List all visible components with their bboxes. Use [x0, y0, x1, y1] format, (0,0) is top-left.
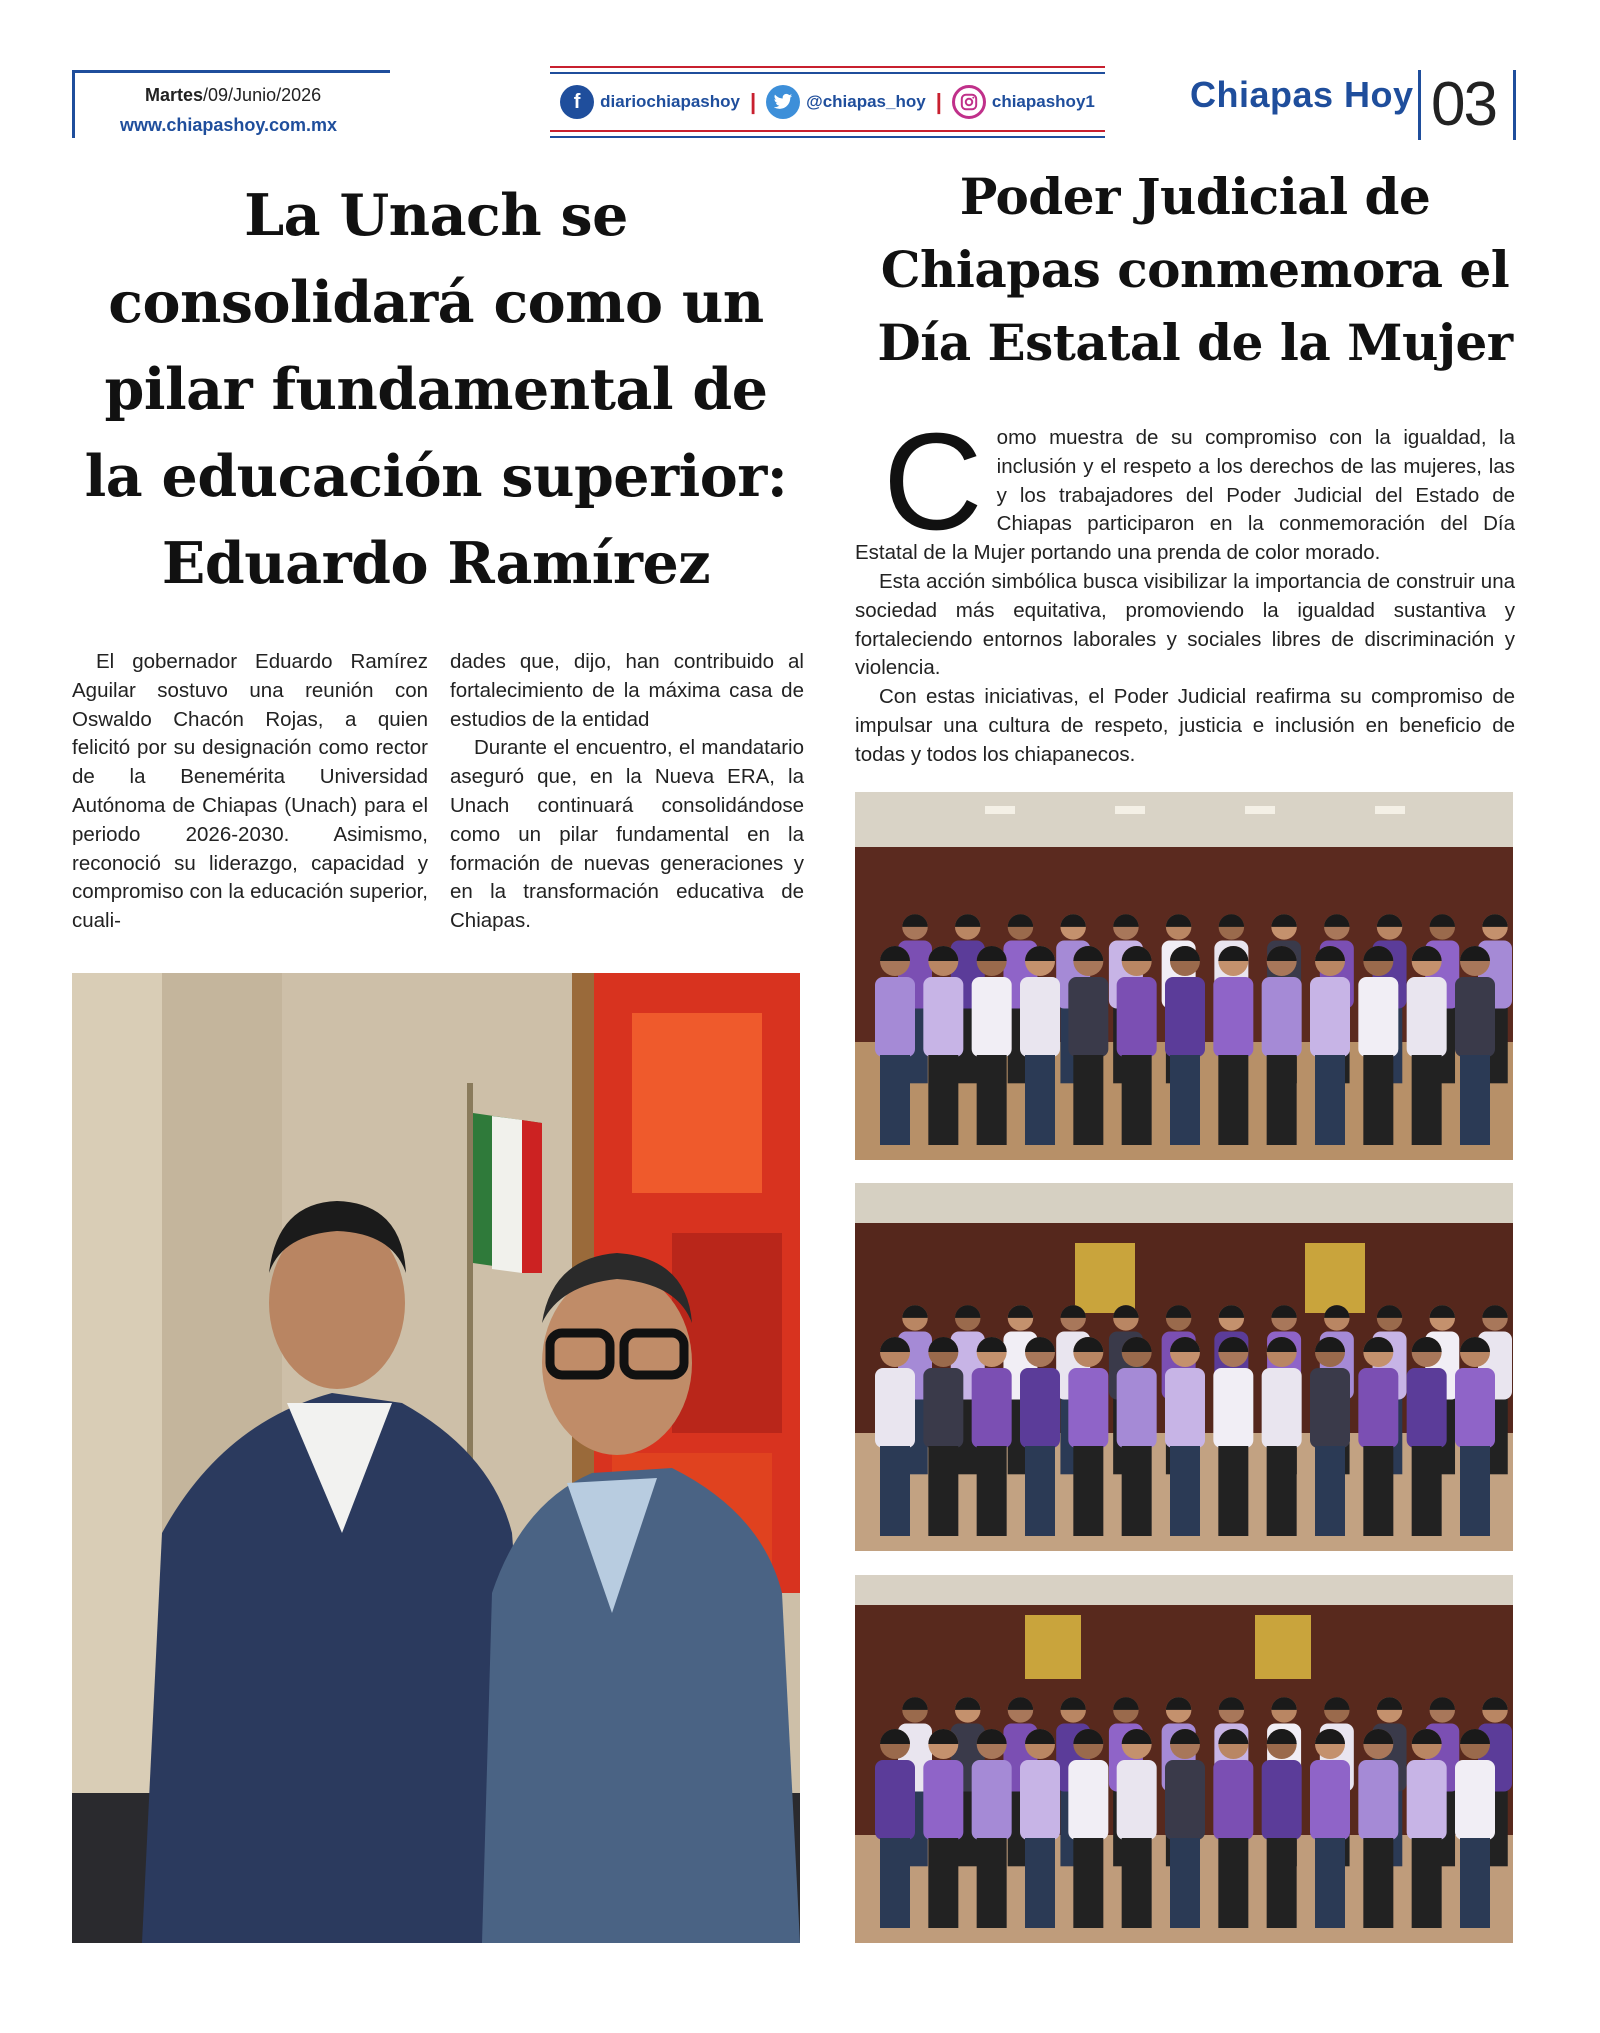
- drop-cap: C: [883, 405, 983, 559]
- newspaper-brand: Chiapas Hoy: [1190, 74, 1414, 115]
- website-link[interactable]: www.chiapashoy.com.mx: [120, 115, 338, 135]
- issue-date: [145, 85, 321, 106]
- right-article-paragraph: Con estas iniciativas, el Poder Judicial reafirma su compromiso de impulsar una cultura de respeto, justicia e inclusión en beneficio de todas y todos los chiapanecos.: [855, 685, 1515, 766]
- instagram-icon: [952, 85, 986, 119]
- social-separator: |: [935, 89, 942, 114]
- issue-day: Martes: [145, 85, 204, 105]
- right-article-headline: Poder Judicial de Chiapas conmemora el Día Estatal de la Mujer: [877, 167, 1513, 372]
- facebook-icon: f: [560, 85, 594, 119]
- page-number: 03: [1431, 70, 1496, 139]
- social-separator: |: [749, 89, 757, 114]
- left-article-column-2: [450, 648, 804, 936]
- social-link-instagram[interactable]: [952, 85, 1095, 119]
- right-article-paragraph: Esta acción simbólica busca visibilizar la importancia de construir una sociedad más equitativa, promoviendo la igualdad sustantiva y fortaleciendo entornos laborales y sociales libres de discriminación y violencia.: [855, 569, 1515, 680]
- header-date-box: [72, 70, 390, 138]
- social-link-facebook[interactable]: [560, 85, 740, 119]
- twitter-handle: @chiapas_hoy: [806, 92, 926, 111]
- social-bar-bottom-rule: [550, 130, 1105, 138]
- photo-group-1: [855, 792, 1513, 1160]
- facebook-handle: diariochiapashoy: [600, 92, 740, 111]
- page-number-box: [1418, 70, 1516, 140]
- left-article-paragraph: dades que, dijo, han contribuido al fortalecimiento de la máxima casa de estudios de la entidad: [450, 650, 804, 731]
- social-link-twitter[interactable]: [766, 85, 926, 119]
- photo-group-3: [855, 1575, 1513, 1943]
- social-media-bar: [550, 66, 1105, 138]
- left-article-headline: La Unach se consolidará como un pilar fundamental de la educación superior: Eduardo Ramírez: [84, 182, 788, 597]
- right-article-paragraph: omo muestra de su compromiso con la igualdad, la inclusión y el respeto a los derechos de las mujeres, las y los trabajadores del Poder Judicial del Estado de Chiapas participaron en la conmemoración del Día Estatal de la Mujer portando una prenda de color morado.: [855, 426, 1515, 565]
- left-article-column-1: [72, 648, 428, 936]
- right-article-body: [855, 405, 1515, 770]
- twitter-icon: [766, 85, 800, 119]
- left-article-paragraph: El gobernador Eduardo Ramírez Aguilar sostuvo una reunión con Oswaldo Chacón Rojas, a quien felicitó por su designación como rector de la Benemérita Universidad Autónoma de Chiapas (Unach) para el periodo 2026-2030. Asimismo, reconoció su liderazgo, capacidad y compromiso con la educación superior, cuali-: [72, 650, 428, 933]
- instagram-handle: chiapashoy1: [991, 92, 1095, 111]
- issue-date-value: /09/Junio/2026: [203, 85, 322, 105]
- photo-governor-and-rector: [72, 973, 800, 1943]
- social-bar-top-rule: [550, 66, 1105, 74]
- left-article-paragraph: Durante el encuentro, el mandatario aseguró que, en la Nueva ERA, la Unach continuará consolidándose como un pilar fundamental en la formación de nuevas generaciones y en la transformación educativa de Chiapas.: [450, 736, 804, 933]
- photo-group-2: [855, 1183, 1513, 1551]
- social-links: [550, 84, 1105, 120]
